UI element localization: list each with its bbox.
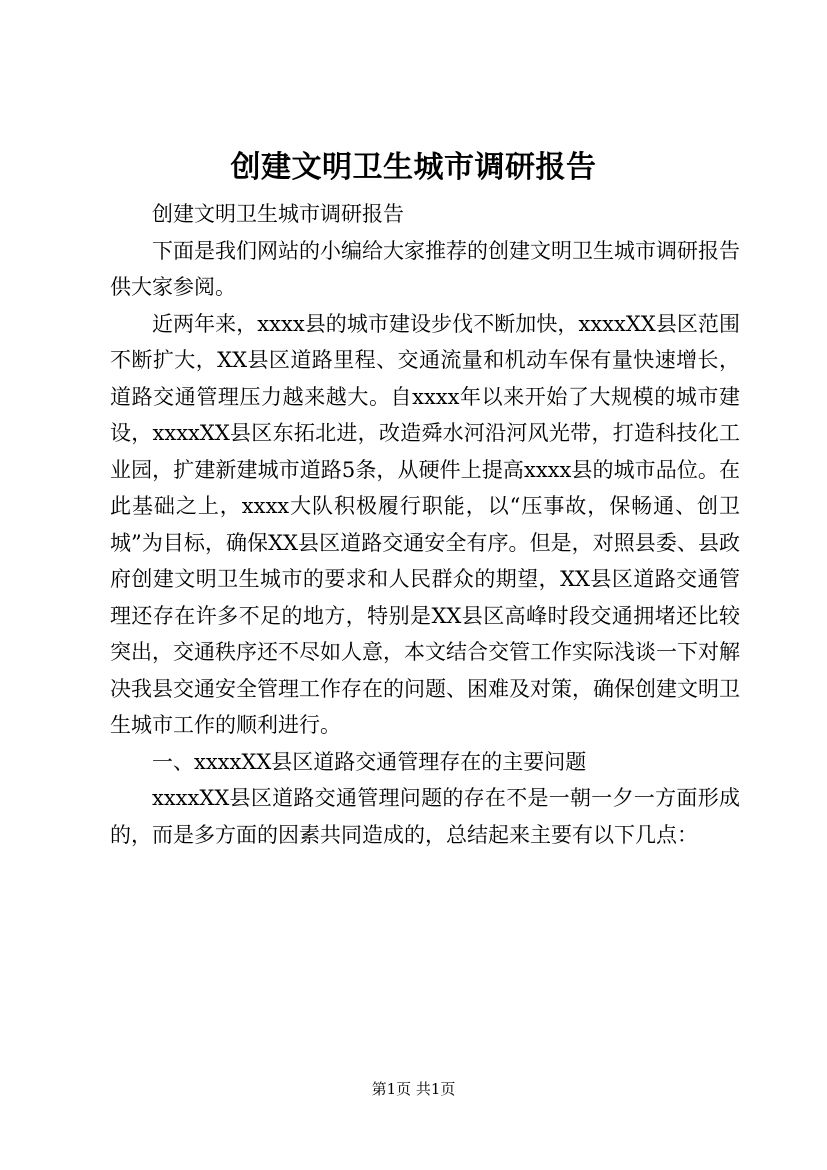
paragraph-section-intro: xxxxXX县区道路交通管理问题的存在不是一朝一夕一方面形成的，而是多方面的因素共同造成的，总结起来主要有以下几点： — [110, 786, 740, 847]
paragraph-intro: 下面是我们网站的小编给大家推荐的创建文明卫生城市调研报告供大家参阅。 — [110, 238, 740, 299]
document-title: 创建文明卫生城市调研报告 — [230, 150, 597, 185]
section-heading: 一、xxxxXX县区道路交通管理存在的主要问题 — [152, 749, 587, 774]
page-footer: 第1页 共1页 — [371, 1080, 456, 1098]
paragraph-background: 近两年来，xxxx县的城市建设步伐不断加快，xxxxXX县区范围不断扩大，XX县区道路里程、交通流量和机动车保有量快速增长，道路交通管理压力越来越大。自xxxx年以来开始了大规模的城市建设，xxxxXX县区东拓北进，改造舜水河沿河风光带，打造科技化工业园，扩建新建城市道路5条，从硬件上提高xxxx县的城市品位。在此基础之上，xxxx大队积极履行职能，以“压事故，保畅通、创卫城”为目标，确保XX县区道路交通安全有序。但是，对照县委、县政府创建文明卫生城市的要求和人民群众的期望，XX县区道路交通管理还存在许多不足的地方，特别是XX县区高峰时段交通拥堵还比较突出，交通秩序还不尽如人意，本文结合交管工作实际浅谈一下对解决我县交通安全管理工作存在的问题、困难及对策，确保创建文明卫生城市工作的顺利进行。 — [110, 311, 740, 737]
document-body — [110, 196, 740, 853]
paragraph-subtitle: 创建文明卫生城市调研报告 — [152, 202, 404, 226]
